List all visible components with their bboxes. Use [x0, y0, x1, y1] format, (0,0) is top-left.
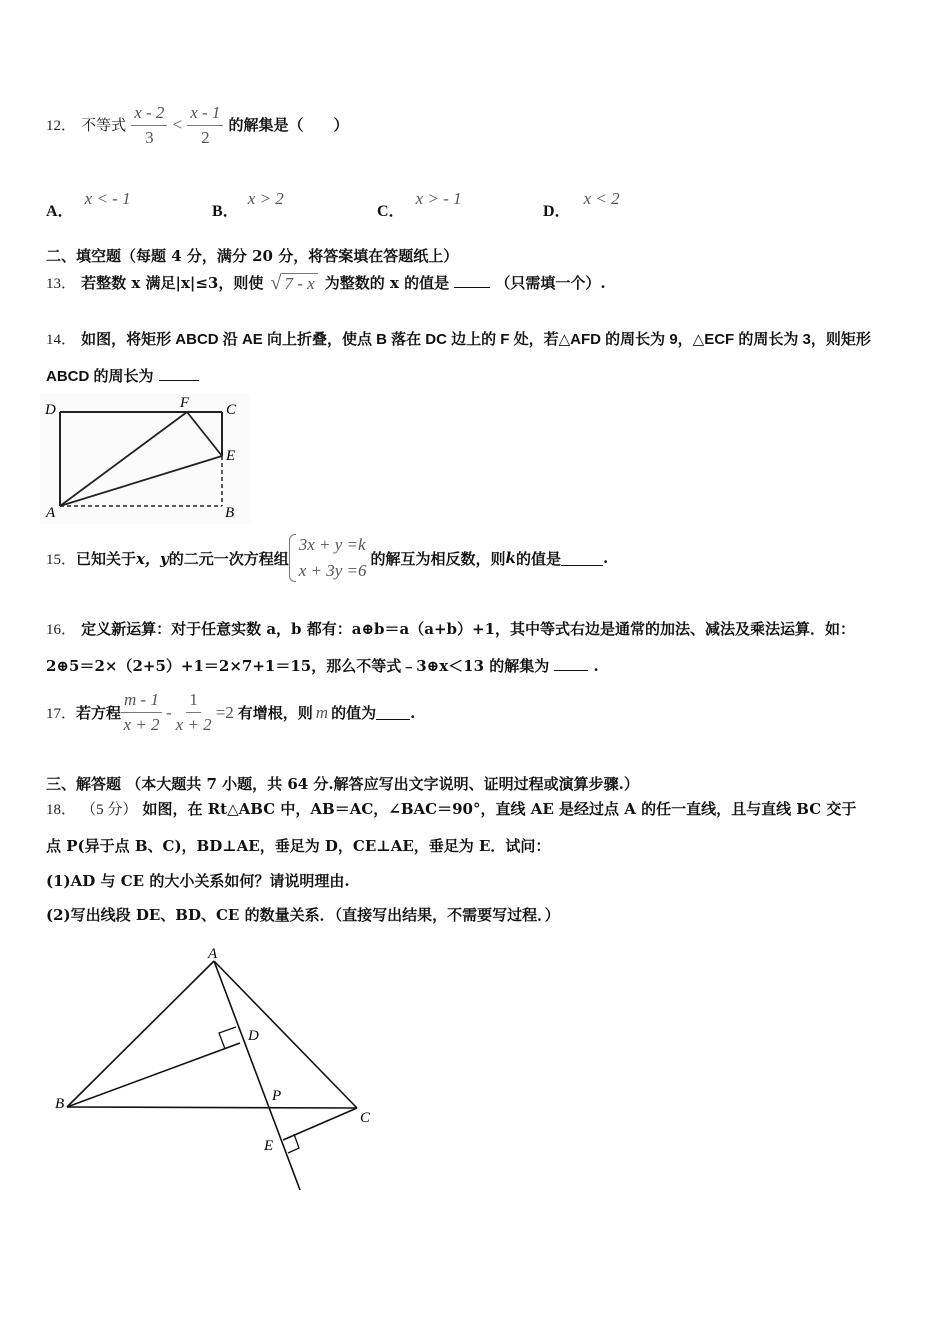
question-number: 13． — [46, 276, 77, 292]
q12-option-b[interactable]: B． x > 2 — [212, 189, 284, 220]
answer-blank[interactable] — [554, 670, 588, 671]
label-d: D — [248, 1028, 259, 1044]
label-d: D — [45, 402, 56, 418]
side-bc — [67, 1107, 357, 1108]
q14-text: 如图，将矩形 ABCD 沿 AE 向上折叠，使点 B 落在 DC 边上的 F 处，若△AFD 的周长为 9，△ECF 的周长为 3，则矩形 — [81, 331, 871, 348]
q16-text: 定义新运算：对于任意实数 a，b 都有：a⊕b＝a（a+b）+1，其中等式右边是通常的加法、减法及乘法运算．如： — [81, 620, 856, 638]
q18-line1 — [46, 798, 856, 819]
line-ae — [214, 961, 300, 1190]
figure-background — [40, 394, 250, 524]
section3-heading: 三、解答题 （本大题共 7 小题，共 64 分.解答应写出文字说明、证明过程或演算步骤.） — [46, 775, 639, 793]
q13-prefix: 若整数 x 满足|x|≤3，则使 — [81, 274, 264, 292]
q13-tail: （只需填一个）. — [495, 274, 606, 292]
label-e: E — [226, 448, 236, 464]
side-ac — [214, 961, 357, 1108]
q15-vars: x，y — [136, 549, 169, 568]
q14-text-2: ABCD 的周长为 — [46, 368, 154, 385]
label-a: A — [208, 946, 218, 962]
q13-suffix: 为整数的 x 的值是 — [324, 274, 450, 292]
question-number: 16． — [46, 622, 77, 638]
q16-text-2: 2⊕5＝2×（2+5）+1＝2×7+1＝15，那么不等式﹣3⊕x＜13 的解集为 — [46, 657, 550, 675]
label-b: B — [55, 1096, 65, 1112]
q13-stem — [46, 272, 606, 295]
less-than: < — [172, 115, 183, 134]
q18-sub-question-1: (1)AD 与 CE 的大小关系如何？请说明理由. — [46, 872, 350, 890]
label-b: B — [225, 505, 235, 521]
q17-stem: 17． 若方程 $\frac{m - 1}{x + 2}$ - $\frac{1}{x + 2}$ =2 有增根，则 m 的值为 . — [46, 690, 416, 734]
label-e: E — [264, 1138, 274, 1154]
answer-blank[interactable] — [376, 719, 410, 720]
label-f: F — [180, 395, 190, 411]
equation-1: 3x + y =k — [298, 535, 366, 554]
brace — [289, 534, 296, 582]
question-number: 15． — [46, 551, 77, 568]
question-number: 17． — [46, 706, 77, 722]
square-root: √ 7 - x — [270, 272, 317, 295]
answer-blank[interactable] — [159, 380, 199, 381]
q18-line2: 点 P(异于点 B、C)，BD⊥AE，垂足为 D，CE⊥AE，垂足为 E．试问： — [46, 837, 551, 855]
q17-fraction-1: $\frac{m - 1}{x + 2}$ — [121, 690, 162, 735]
label-c: C — [360, 1110, 371, 1126]
q12-fraction-1: $\frac{x - 2}{3}$ — [131, 103, 167, 148]
answer-blank[interactable] — [561, 565, 603, 566]
q17-fraction-2: $\frac{1}{x + 2}$ — [175, 690, 212, 734]
q12-prefix: 不等式 — [81, 116, 127, 134]
answer-blank[interactable] — [454, 287, 490, 288]
q18-text: 如图，在 Rt△ABC 中，AB＝AC，∠BAC＝90°，直线 AE 是经过点 A 的任一直线，且与直线 BC 交于 — [142, 800, 857, 818]
question-number: 14． — [46, 332, 77, 348]
q14-line2 — [46, 365, 199, 386]
q12-option-c[interactable]: C． x > - 1 — [377, 189, 462, 220]
q16-line1 — [46, 618, 855, 639]
question-number: 12． — [46, 118, 77, 134]
label-c: C — [226, 402, 237, 418]
label-a: A — [46, 505, 56, 521]
q12-stem — [46, 103, 349, 148]
segment-bd — [67, 1043, 240, 1107]
q16-line2: 2⊕5＝2×（2+5）+1＝2×7+1＝15，那么不等式﹣3⊕x＜13 的解集为 . — [46, 657, 599, 675]
q15-stem: 15． 已知关于 x，y 的二元一次方程组 3x + y =k x + 3y =6 的解互为相反数，则 k 的值是 . — [46, 532, 608, 584]
equation-2: x + 3y =6 — [298, 561, 367, 580]
q12-option-a[interactable]: A． x < - 1 — [46, 189, 131, 220]
section2-heading: 二、填空题（每题 4 分，满分 20 分，将答案填在答题纸上） — [46, 247, 459, 265]
q18-score: （5 分） — [81, 802, 138, 818]
q14-rectangle-figure — [40, 394, 250, 524]
side-ab — [67, 961, 214, 1107]
q12-option-d[interactable]: D． x < 2 — [543, 189, 620, 220]
q18-sub-question-2: (2)写出线段 DE、BD、CE 的数量关系．（直接写出结果，不需要写过程．） — [46, 906, 560, 924]
q12-suffix: 的解集是（ ） — [228, 116, 349, 134]
label-p: P — [272, 1088, 282, 1104]
q14-line1 — [46, 328, 871, 349]
q12-fraction-2: $\frac{x - 1}{2}$ — [187, 103, 223, 148]
question-number: 18． — [46, 802, 77, 818]
equation-system — [289, 532, 367, 584]
q18-triangle-figure — [50, 940, 390, 1200]
